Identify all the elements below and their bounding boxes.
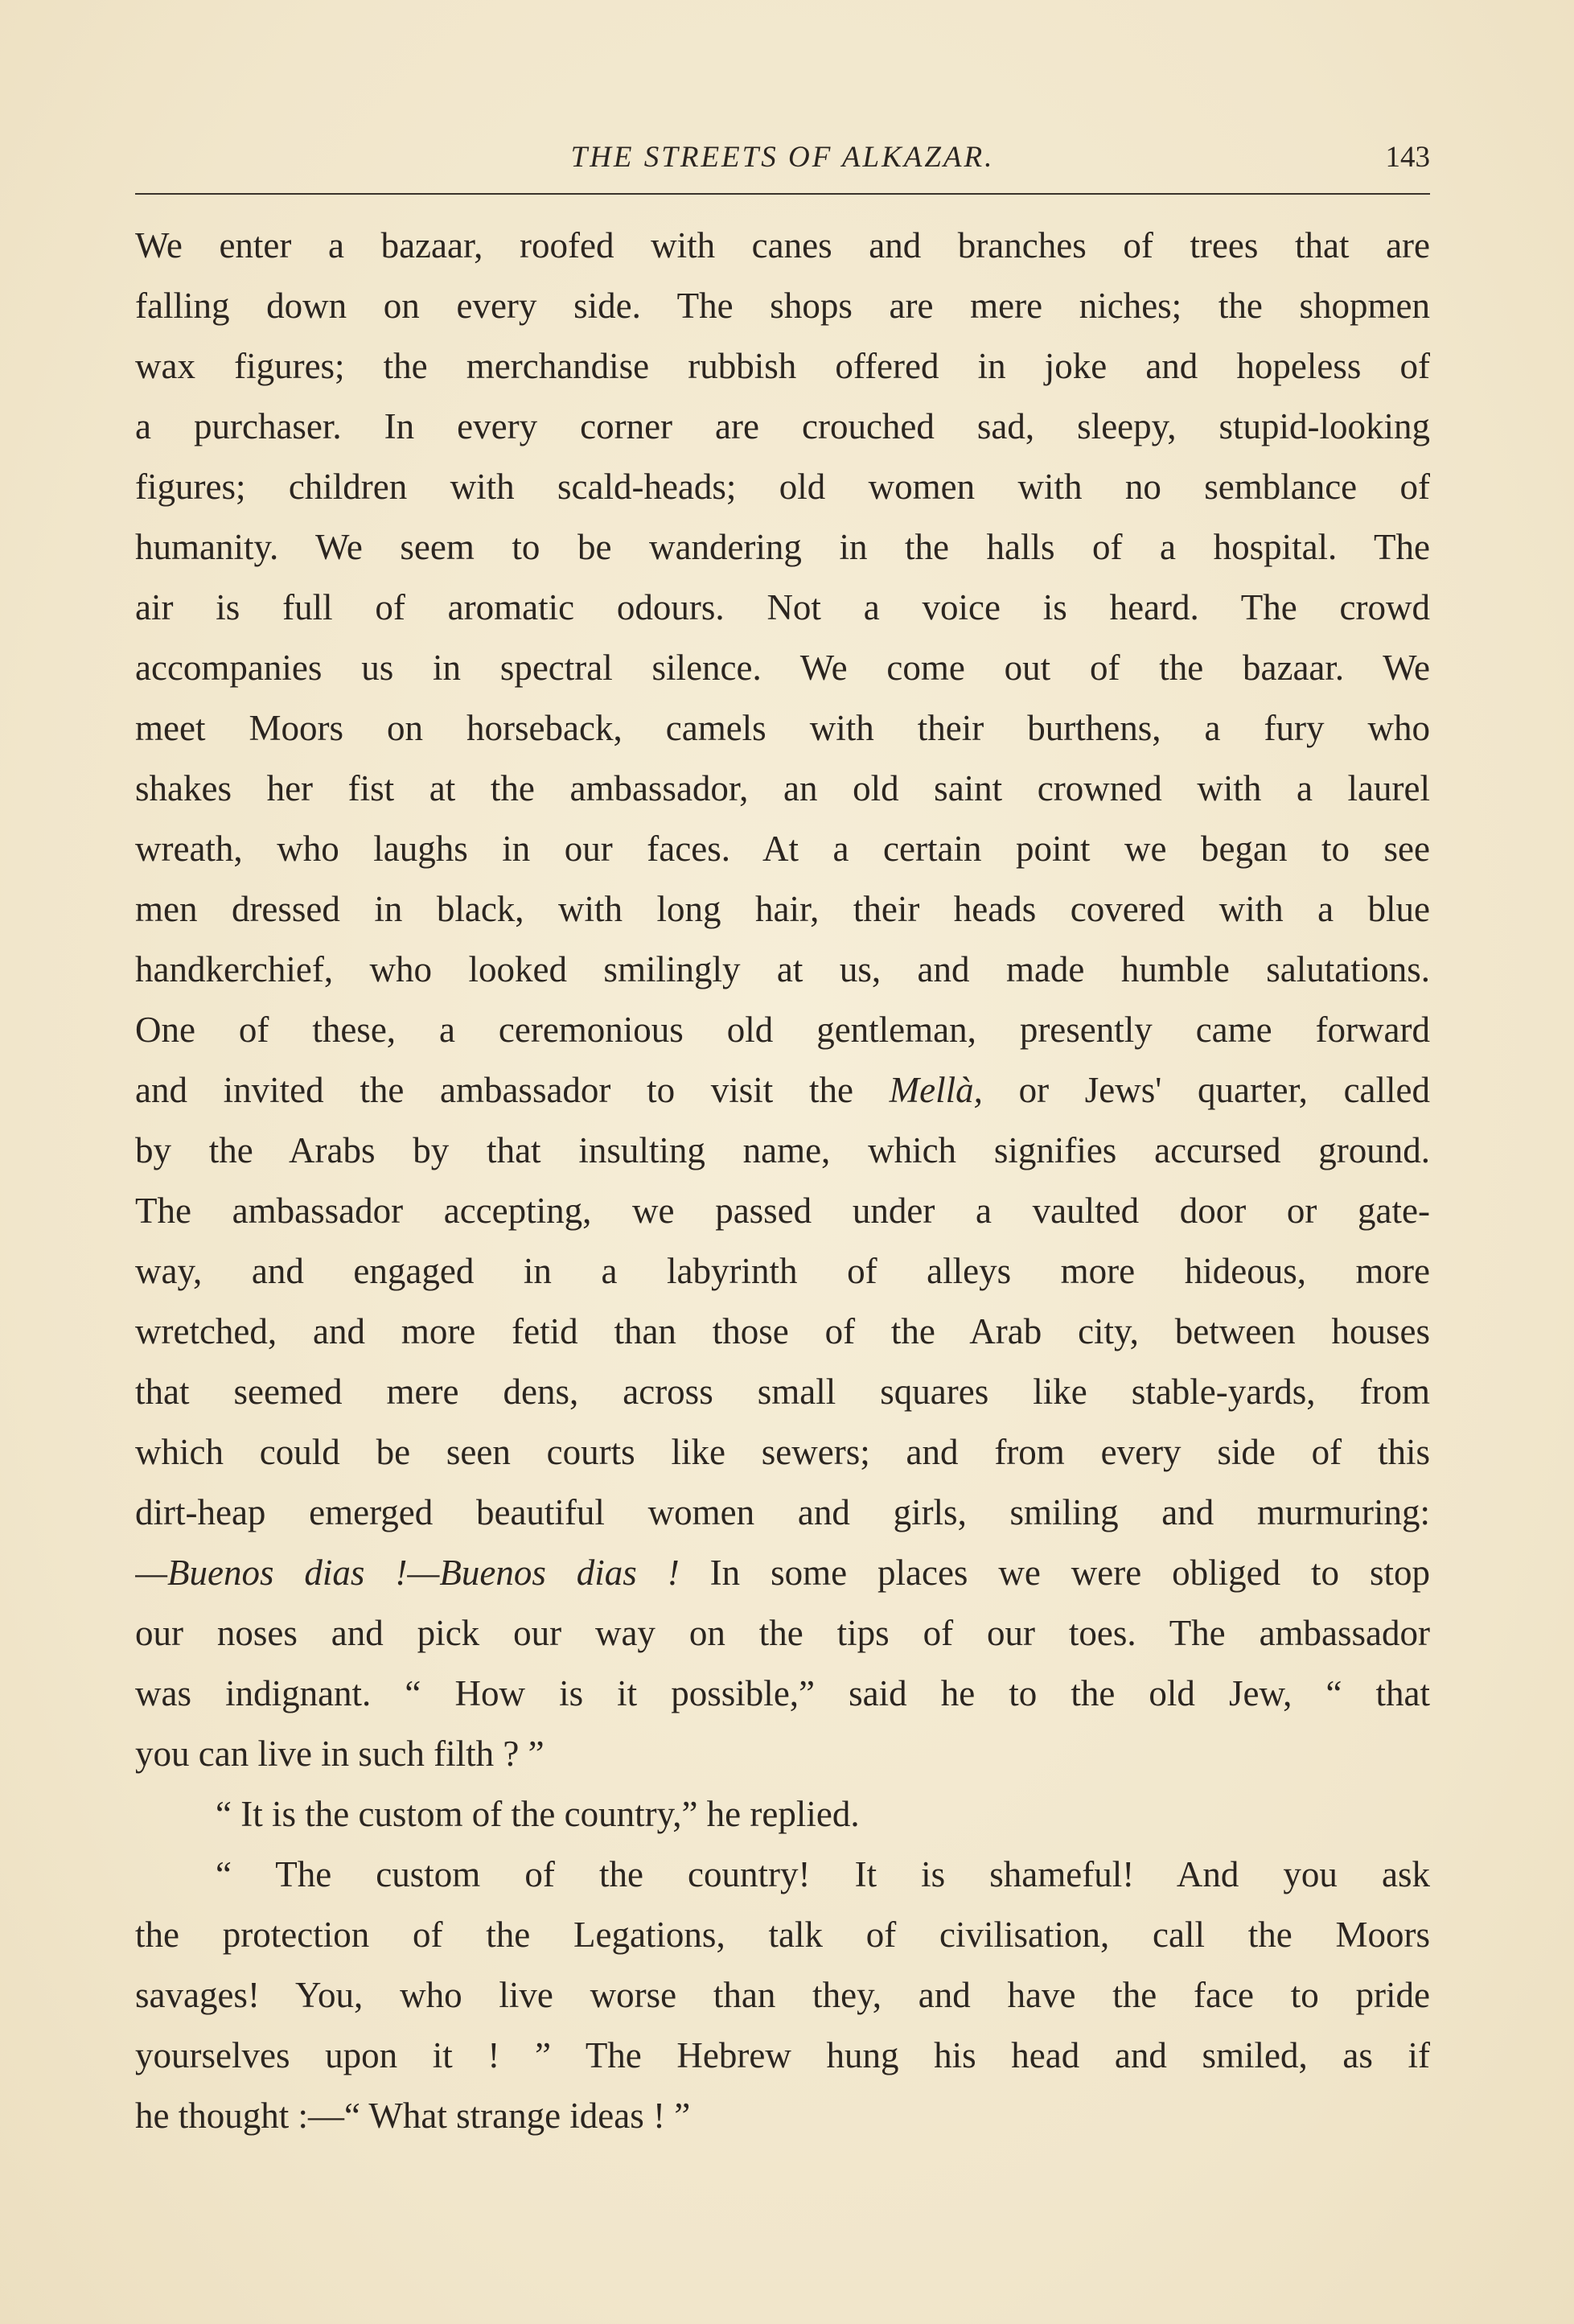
text-line: you can live in such filth ? ” [135,1734,545,1774]
text-line: which could be seen courts like sewers; and from every side of this [135,1432,1430,1472]
text-line: yourselves upon it ! ” The Hebrew hung his head and smiled, as if [135,2035,1430,2075]
text-line: air is full of aromatic odours. Not a voice is heard. The crowd [135,587,1430,627]
text-line: falling down on every side. The shops are mere niches; the shopmen [135,286,1430,326]
text-line: handkerchief, who looked smilingly at us, and made humble salutations. [135,949,1430,989]
text-line: a purchaser. In every corner are crouched sad, sleepy, stupid-looking [135,406,1430,446]
text-line [135,1060,1430,1121]
text-line: men dressed in black, with long hair, their heads covered with a blue [135,889,1430,929]
text-line: that seemed mere dens, across small squares like stable-yards, from [135,1372,1430,1412]
text-segment: and invited the ambassador to visit the [135,1070,853,1110]
text-line: was indignant. “ How is it possible,” said he to the old Jew, “ that [135,1673,1430,1713]
text-line: way, and engaged in a labyrinth of alleys more hideous, more [135,1251,1430,1291]
text-line: shakes her fist at the ambassador, an old saint crowned with a laurel [135,768,1430,808]
text-line: the protection of the Legations, talk of civilisation, call the Moors [135,1915,1430,1955]
text-line: savages! You, who live worse than they, and have the face to pride [135,1975,1430,2015]
text-line: We enter a bazaar, roofed with canes and branches of trees that are [135,225,1430,265]
text-line: meet Moors on horseback, camels with their burthens, a fury who [135,708,1430,748]
text-line: “ The custom of the country! It is shameful! And you ask [216,1854,1430,1894]
text-line: figures; children with scald-heads; old women with no semblance of [135,467,1430,507]
text-line: “ It is the custom of the country,” he replied. [216,1794,860,1834]
text-line: humanity. We seem to be wandering in the halls of a hospital. The [135,527,1430,567]
text-line: wax figures; the merchandise rubbish offered in joke and hopeless of [135,346,1430,386]
text-line: by the Arabs by that insulting name, which signifies accursed ground. [135,1130,1430,1170]
text-line [135,1543,1430,1603]
italic-greeting: —Buenos dias !—Buenos dias ! [135,1553,680,1593]
text-line: One of these, a ceremonious old gentleman, presently came forward [135,1010,1430,1050]
text-line: our noses and pick our way on the tips of our toes. The ambassador [135,1613,1430,1653]
text-line: wreath, who laughs in our faces. At a certain point we began to see [135,829,1430,869]
running-title: THE STREETS OF ALKAZAR. [570,141,995,174]
text-segment: or Jews' quarter, called [1018,1070,1430,1110]
text-segment: In some places we were obliged to stop [709,1553,1430,1593]
page-number: 143 [1385,141,1430,174]
italic-word-mella: Mellà, [889,1070,983,1110]
header-rule [135,193,1430,195]
text-line: he thought :—“ What strange ideas ! ” [135,2096,691,2136]
body-text [135,216,1430,2146]
text-line: dirt-heap emerged beautiful women and girls, smiling and murmuring: [135,1492,1430,1532]
text-line: The ambassador accepting, we passed under a vaulted door or gate- [135,1191,1430,1231]
text-line: wretched, and more fetid than those of the Arab city, between houses [135,1311,1430,1351]
text-line: accompanies us in spectral silence. We come out of the bazaar. We [135,648,1430,688]
running-head [135,134,1430,182]
